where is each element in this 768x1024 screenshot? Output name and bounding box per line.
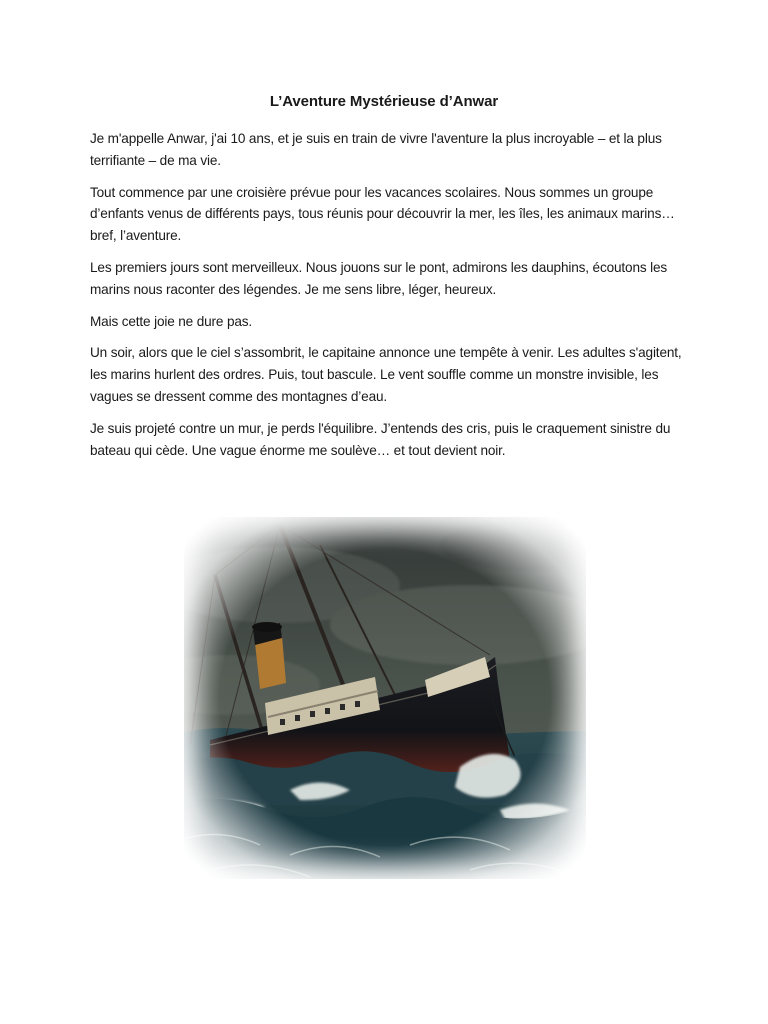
paragraph: Tout commence par une croisière prévue pour les vacances scolaires. Nous sommes un groupe d’enfants venus de différents pays, tous réunis pour découvrir la mer, les îles, les animaux marins… bref, l’aventure. [90,184,675,244]
paragraph: Un soir, alors que le ciel s’assombrit, le capitaine annonce une tempête à venir. Les adultes s'agitent, les marins hurlent des ordres. Puis, tout bascule. Le vent souffle comme un monstre invisible, les vagues se dressent comme des montagnes d’eau. [90,345,682,404]
ship-in-storm-illustration [170,505,600,890]
document-title: L’Aventure Mystérieuse d’Anwar [269,93,499,110]
paragraph: Les premiers jours sont merveilleux. Nous jouons sur le pont, admirons les dauphins, écoutons les marins nous raconter des légendes. Je me sens libre, léger, heureux. [90,259,668,297]
paragraph: Mais cette joie ne dure pas. [90,313,253,329]
paragraph: Je suis projeté contre un mur, je perds l'équilibre. J’entends des cris, puis le craquement sinistre du bateau qui cède. Une vague énorme me soulève… et tout devient noir. [90,420,671,458]
document-body [90,128,682,471]
paragraph: Je m'appelle Anwar, j'ai 10 ans, et je suis en train de vivre l'aventure la plus incroyable – et la plus terrifiante – de ma vie. [90,131,662,168]
